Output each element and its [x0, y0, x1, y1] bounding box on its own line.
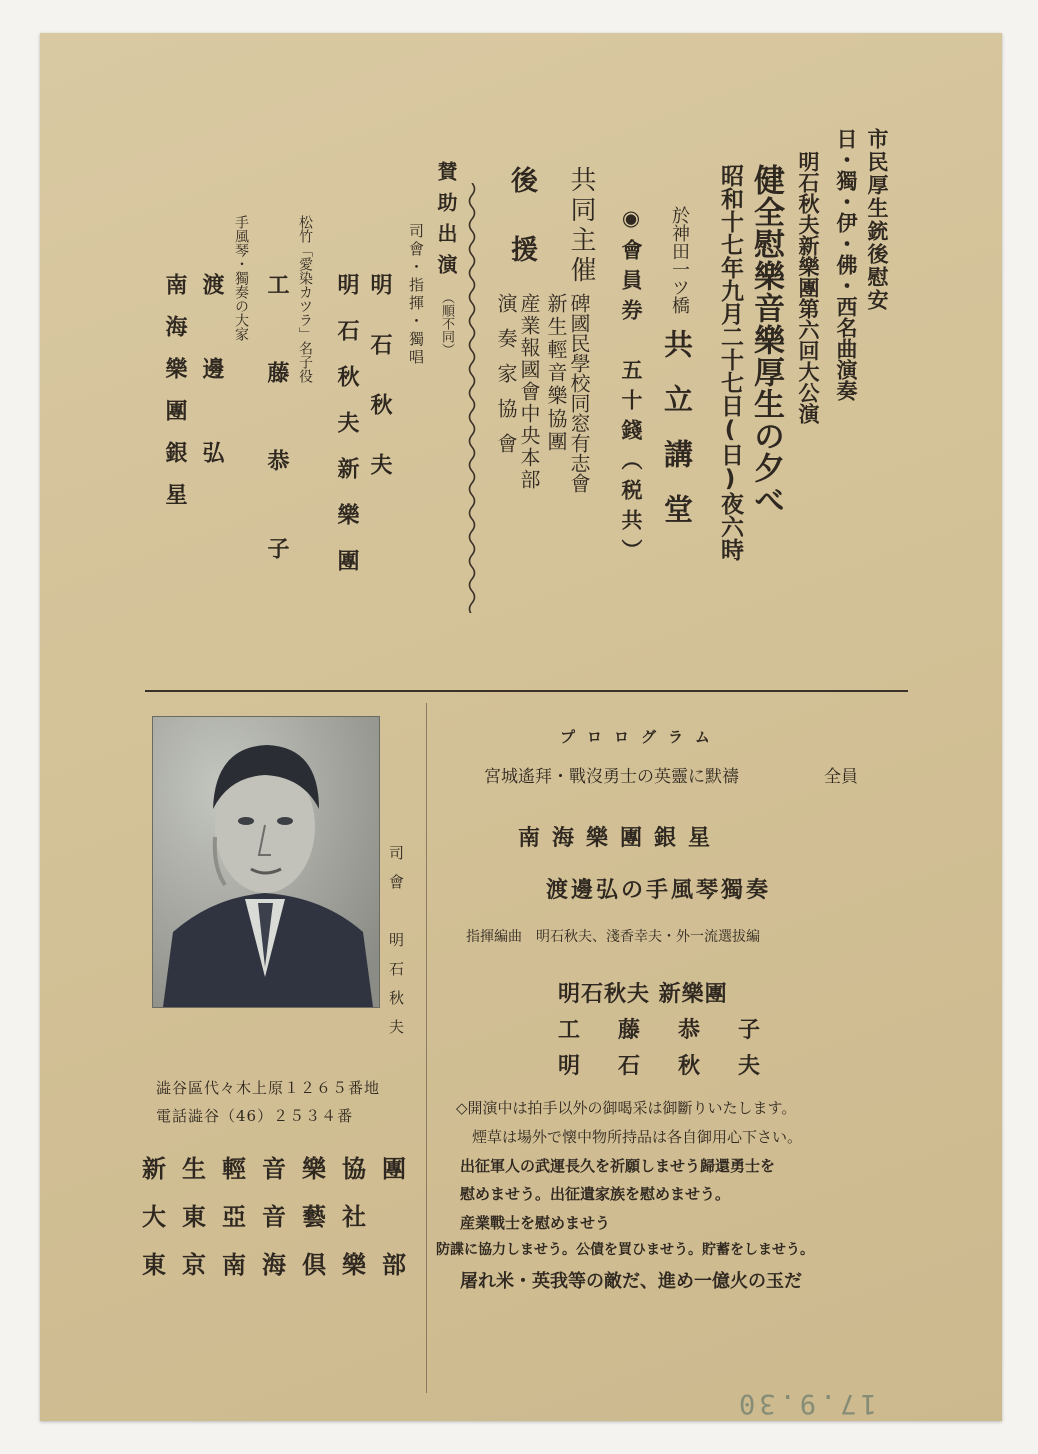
publisher-3: 東京南海倶樂部	[142, 1251, 422, 1279]
genre-line: 日・獨・伊・佛・西名曲演奏	[834, 128, 858, 401]
venue-prefix: 於神田一ツ橋	[669, 206, 690, 314]
address-line-2: 電話澁谷（46）２５３４番	[156, 1107, 354, 1125]
program-item-1-note: 全員	[824, 767, 858, 787]
program-item-6: 工 藤 恭 子	[558, 1018, 769, 1043]
co-host-2: 新生輕音樂協團	[544, 293, 568, 454]
portrait-figure	[153, 717, 379, 1007]
notice-4: 慰めませう。出征遺家族を慰めませう。	[460, 1185, 731, 1203]
flyer-sheet	[40, 33, 1002, 1421]
venue-name: 共立講堂	[660, 329, 694, 549]
sponsor-line: 市民厚生銃後慰安	[865, 128, 889, 312]
performer-3-role: 松竹「愛染カツラ」名子役	[297, 215, 313, 383]
photo-caption: 司會 明石秋夫	[387, 845, 405, 1048]
supporter-1: 産業報國會中央本部	[517, 293, 541, 491]
notice-2: 煙草は場外で懐中物所持品は各自御用心下さい。	[472, 1128, 803, 1146]
wavy-rule	[465, 183, 479, 613]
address-line-1: 澁谷區代々木上原１２６５番地	[156, 1079, 381, 1097]
notice-6: 防諜に協力しませう。公債を買ひませう。貯蓄をしませう。	[436, 1242, 814, 1258]
performers-order-note: （順不同）	[439, 291, 454, 356]
program-item-3: 渡邊弘の手風琴獨奏	[546, 878, 772, 903]
notice-3: 出征軍人の武運長久を祈願しませう歸還勇士を	[460, 1157, 776, 1175]
program-item-2: 南海樂團銀星	[518, 826, 723, 851]
program-item-4: 指揮編曲 明石秋夫、淺香幸夫・外一流選拔編	[466, 929, 760, 945]
program-item-1: 宮城遙拜・戰沒勇士の英靈に默禱	[484, 767, 739, 787]
event-title: 健全慰樂音樂厚生の夕べ	[748, 164, 784, 516]
performer-4-role: 手風琴・獨奏の大家	[233, 215, 249, 341]
program-heading: プロログラム	[560, 728, 722, 746]
portrait-photo	[152, 716, 380, 1008]
performer-2-name: 明石秋夫新樂團	[334, 273, 359, 595]
performers-label: 賛助出演	[434, 161, 458, 285]
program-item-5: 明石秋夫 新樂團	[558, 982, 728, 1007]
notice-5: 産業戰士を慰めませう	[460, 1214, 611, 1232]
supporter-2: 演奏家協會	[494, 293, 518, 468]
co-host-1: 碑國民學校同窓有志會	[567, 293, 591, 493]
notice-1: ◇開演中は拍手以外の御喝采は御斷りいたします。	[456, 1099, 797, 1117]
performer-3-name: 工藤恭子	[264, 273, 289, 625]
performer-5-name: 南海樂團銀星	[162, 273, 187, 525]
publisher-2: 大東亞音藝社	[142, 1203, 382, 1231]
section-divider	[145, 690, 908, 692]
performer-1-role: 司會・指揮・獨唱	[407, 223, 425, 367]
ticket-price: ◉會員券 五十錢（税共）	[619, 206, 643, 569]
program-item-7: 明 石 秋 夫	[558, 1054, 769, 1079]
series-line: 明石秋夫新樂團第六回大公演	[796, 151, 820, 424]
event-datetime: 昭和十七年九月二十七日(日)夜六時	[717, 164, 743, 561]
column-divider	[426, 703, 427, 1393]
co-host-label: 共同主催	[566, 166, 596, 286]
slogan: 屠れ米・英我等の敵だ、進め一億火の玉だ	[460, 1271, 802, 1292]
publisher-1: 新生輕音樂協團	[142, 1155, 422, 1183]
performer-1-name: 明石秋夫	[367, 273, 392, 513]
performer-4-name: 渡邊弘	[199, 273, 224, 525]
support-label: 後援	[506, 166, 537, 304]
date-stamp: 17.9.30	[735, 1388, 877, 1419]
